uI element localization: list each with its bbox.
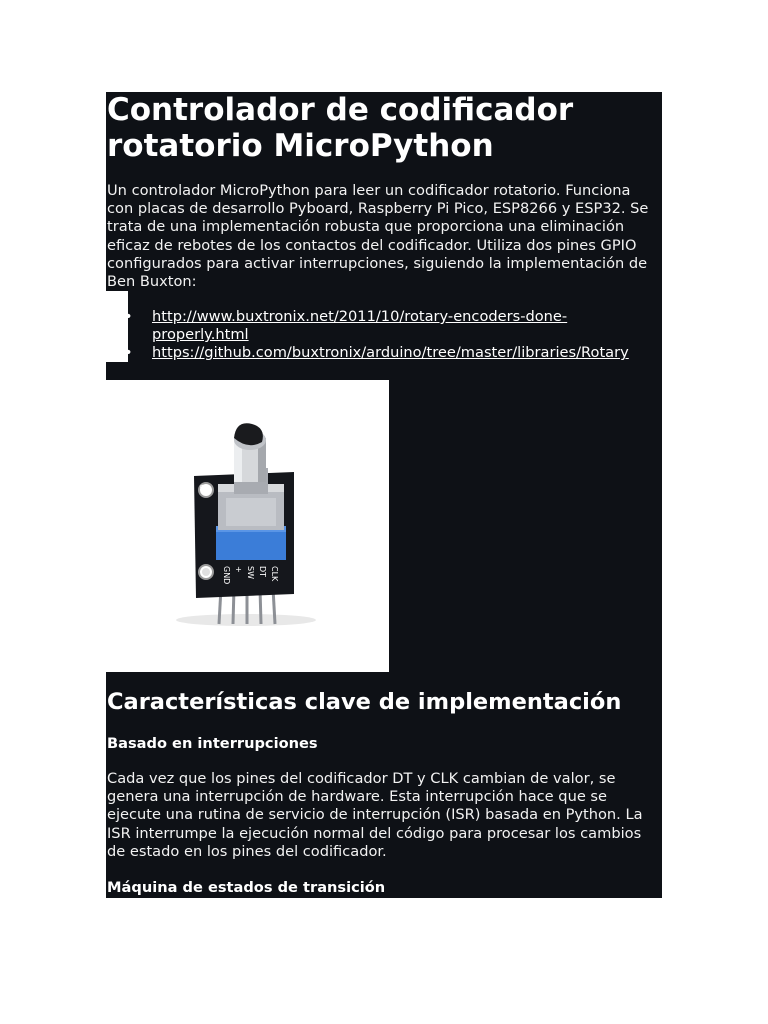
section-heading: Características clave de implementación: [107, 689, 622, 715]
pin-label-sw: SW: [246, 566, 255, 579]
list-item: [106, 308, 662, 344]
pin-label-clk: CLK: [270, 566, 279, 582]
reference-links-list: [106, 308, 662, 363]
bullet-icon: •: [124, 344, 133, 362]
svg-text:U: U: [198, 484, 207, 490]
interrupts-paragraph: Cada vez que los pines del codificador DT y CLK cambian de valor, se genera una interrupción de hardware. Esta interrupción hace que se ejecute una rutina de servicio de interrupción (ISR) basada en Python. La ISR interrumpe la ejecución normal del código para procesar los cambios de estado en los pines del codificador.: [107, 770, 643, 860]
buxtronix-blog-link[interactable]: http://www.buxtronix.net/2011/10/rotary-encoders-done-properly.html: [152, 308, 568, 344]
subsection-heading-state-machine: Máquina de estados de transición: [107, 879, 386, 896]
pin-label-dt: DT: [258, 566, 267, 578]
document-page: [106, 92, 662, 898]
rotary-encoder-photo: [106, 380, 389, 672]
subsection-heading-interrupts: Basado en interrupciones: [107, 735, 318, 752]
page-title: Controlador de codificador rotatorio MicroPython: [107, 92, 574, 164]
bullet-icon: •: [124, 308, 133, 325]
github-rotary-link[interactable]: https://github.com/buxtronix/arduino/tree/master/libraries/Rotary: [152, 344, 629, 362]
intro-paragraph: Un controlador MicroPython para leer un codificador rotatorio. Funciona con placas de desarrollo Pyboard, Raspberry Pi Pico, ESP8266 y ESP32. Se trata de una implementación robusta que proporciona una eliminación eficaz de rebotes de los contactos del codificador. Utiliza dos pines GPIO configurados para activar interrupciones, siguiendo la implementación de Ben Buxton:: [107, 182, 649, 291]
rotary-encoder-illustration: [106, 380, 389, 672]
list-item: [106, 344, 662, 362]
pin-label-gnd: GND: [222, 566, 231, 585]
pin-label-vcc: +: [234, 566, 243, 573]
